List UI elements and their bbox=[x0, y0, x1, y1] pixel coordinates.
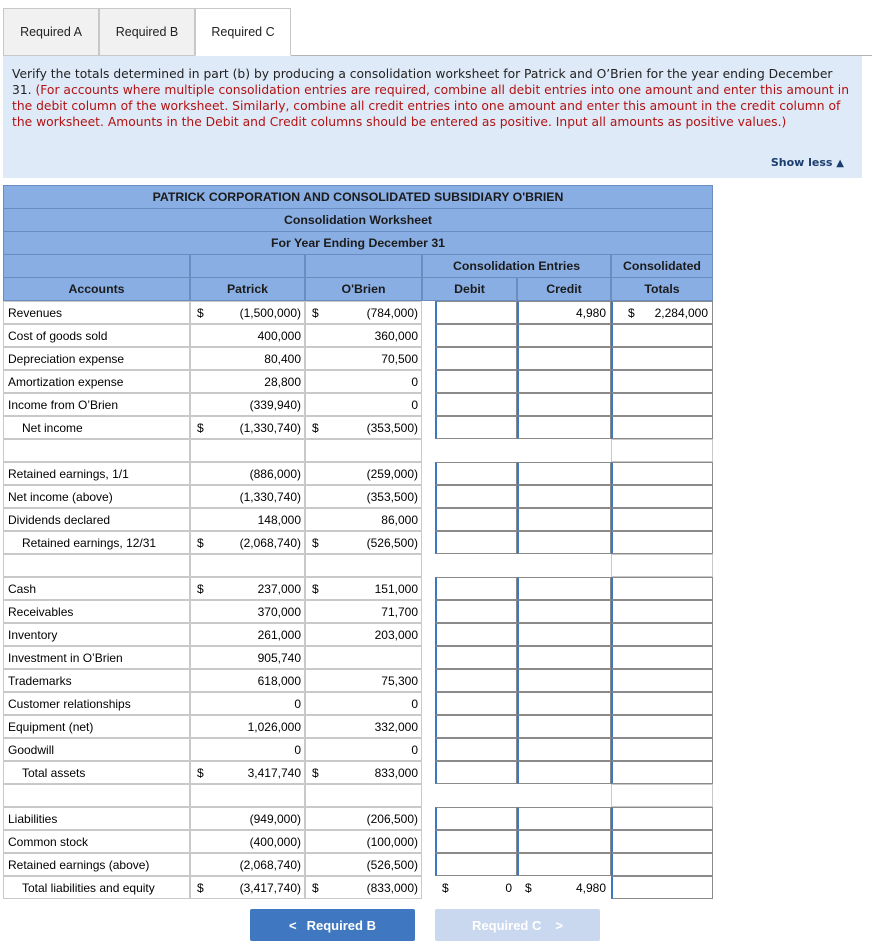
header-consolidation-entries: Consolidation Entries bbox=[422, 254, 611, 278]
header-credit: Credit bbox=[517, 277, 611, 301]
obrien-amount-value: 0 bbox=[411, 397, 418, 412]
prev-button-label: Required B bbox=[306, 917, 376, 933]
obrien-amount bbox=[305, 324, 422, 347]
credit-input[interactable] bbox=[517, 416, 611, 439]
spacer-row bbox=[3, 554, 713, 577]
account-label-value: Liabilities bbox=[8, 811, 58, 826]
consolidated-total-input[interactable] bbox=[611, 370, 713, 393]
patrick-amount bbox=[190, 416, 305, 439]
patrick-amount-value: 618,000 bbox=[257, 673, 301, 688]
credit-input[interactable] bbox=[517, 324, 611, 347]
patrick-amount bbox=[190, 393, 305, 416]
credit-input[interactable] bbox=[517, 600, 611, 623]
instructions-main: Verify the totals determined in part (b) by producing a consolidation worksheet for Patrick and O’Brien for the year ending December 31. bbox=[12, 67, 833, 97]
patrick-amount bbox=[190, 761, 305, 784]
spacer-cell bbox=[611, 784, 713, 807]
header-consolidated: Consolidated bbox=[611, 254, 713, 278]
spacer-row bbox=[3, 439, 713, 462]
account-label bbox=[3, 669, 190, 692]
chevron-right-icon: > bbox=[555, 917, 563, 933]
debit-input[interactable] bbox=[435, 853, 517, 876]
credit-input-value: 4,980 bbox=[575, 305, 606, 320]
obrien-amount-value: (526,500) bbox=[366, 857, 418, 872]
consolidated-total-input[interactable] bbox=[611, 738, 713, 761]
consolidated-total-input[interactable] bbox=[611, 393, 713, 416]
obrien-amount bbox=[305, 830, 422, 853]
obrien-amount bbox=[305, 876, 422, 899]
obrien-amount-value: 86,000 bbox=[381, 512, 418, 527]
patrick-amount-value: (949,000) bbox=[249, 811, 301, 826]
account-label bbox=[3, 761, 190, 784]
header-blank-patrick bbox=[190, 254, 305, 278]
debit-input[interactable] bbox=[435, 577, 517, 600]
consolidated-total-input[interactable] bbox=[611, 347, 713, 370]
table-row bbox=[3, 876, 713, 899]
credit-input[interactable] bbox=[517, 715, 611, 738]
debit-input[interactable] bbox=[435, 301, 517, 324]
patrick-amount bbox=[190, 738, 305, 761]
spacer-cell bbox=[190, 784, 305, 807]
table-row bbox=[3, 370, 713, 393]
spacer-cell bbox=[305, 554, 422, 577]
patrick-amount-value: (3,417,740) bbox=[239, 880, 301, 895]
spacer-cell bbox=[3, 554, 190, 577]
account-label-value: Total liabilities and equity bbox=[22, 880, 155, 895]
debit-input[interactable] bbox=[435, 738, 517, 761]
account-label-value: Inventory bbox=[8, 627, 58, 642]
table-row bbox=[3, 600, 713, 623]
consolidated-total-input[interactable] bbox=[611, 669, 713, 692]
dollar-sign: $ bbox=[525, 880, 532, 895]
account-label bbox=[3, 623, 190, 646]
obrien-amount-value: 0 bbox=[411, 374, 418, 389]
account-label bbox=[3, 347, 190, 370]
account-label bbox=[3, 692, 190, 715]
patrick-amount bbox=[190, 646, 305, 669]
patrick-amount-value: 0 bbox=[294, 696, 301, 711]
header-totals: Totals bbox=[611, 277, 713, 301]
patrick-amount-value: 80,400 bbox=[264, 351, 301, 366]
account-label-value: Receivables bbox=[8, 604, 74, 619]
obrien-amount-value: 0 bbox=[411, 696, 418, 711]
patrick-amount bbox=[190, 853, 305, 876]
obrien-amount bbox=[305, 370, 422, 393]
instructions-panel bbox=[3, 56, 862, 178]
table-row bbox=[3, 807, 713, 830]
dollar-sign: $ bbox=[312, 880, 319, 895]
patrick-amount-value: 261,000 bbox=[257, 627, 301, 642]
patrick-amount-value: 1,026,000 bbox=[247, 719, 301, 734]
debit-input[interactable] bbox=[435, 623, 517, 646]
account-label bbox=[3, 485, 190, 508]
spacer-cell bbox=[190, 554, 305, 577]
header-blank-obrien bbox=[305, 254, 422, 278]
credit-input[interactable] bbox=[517, 301, 611, 324]
obrien-amount bbox=[305, 600, 422, 623]
debit-input[interactable] bbox=[435, 370, 517, 393]
account-label bbox=[3, 738, 190, 761]
obrien-amount bbox=[305, 692, 422, 715]
table-row bbox=[3, 347, 713, 370]
patrick-amount-value: (1,330,740) bbox=[239, 420, 301, 435]
consolidated-total-input[interactable] bbox=[611, 876, 713, 899]
credit-input[interactable] bbox=[517, 876, 611, 899]
obrien-amount bbox=[305, 301, 422, 324]
patrick-amount bbox=[190, 485, 305, 508]
consolidated-total-input[interactable] bbox=[611, 830, 713, 853]
table-row bbox=[3, 416, 713, 439]
patrick-amount bbox=[190, 600, 305, 623]
consolidated-total-input[interactable] bbox=[611, 485, 713, 508]
patrick-amount bbox=[190, 462, 305, 485]
consolidated-total-input[interactable] bbox=[611, 416, 713, 439]
patrick-amount bbox=[190, 577, 305, 600]
dollar-sign: $ bbox=[312, 535, 319, 550]
dollar-sign: $ bbox=[442, 880, 449, 895]
patrick-amount-value: (339,940) bbox=[249, 397, 301, 412]
patrick-amount bbox=[190, 531, 305, 554]
header-obrien: O'Brien bbox=[305, 277, 422, 301]
credit-input-value: 4,980 bbox=[575, 880, 606, 895]
obrien-amount-value: 151,000 bbox=[374, 581, 418, 596]
dollar-sign: $ bbox=[197, 420, 204, 435]
debit-input[interactable] bbox=[435, 531, 517, 554]
consolidated-total-input[interactable] bbox=[611, 577, 713, 600]
credit-input[interactable] bbox=[517, 462, 611, 485]
account-label-value: Investment in O’Brien bbox=[8, 650, 123, 665]
account-label bbox=[3, 807, 190, 830]
consolidated-total-input[interactable] bbox=[611, 646, 713, 669]
patrick-amount-value: 400,000 bbox=[257, 328, 301, 343]
obrien-amount bbox=[305, 393, 422, 416]
table-row bbox=[3, 577, 713, 600]
spacer-cell bbox=[3, 784, 190, 807]
chevron-left-icon: < bbox=[289, 917, 297, 933]
table-row bbox=[3, 301, 713, 324]
account-label bbox=[3, 876, 190, 899]
patrick-amount-value: (1,330,740) bbox=[239, 489, 301, 504]
account-label-value: Retained earnings (above) bbox=[8, 857, 150, 872]
patrick-amount bbox=[190, 807, 305, 830]
table-row bbox=[3, 738, 713, 761]
obrien-amount-value: 71,700 bbox=[381, 604, 418, 619]
patrick-amount-value: (2,068,740) bbox=[239, 857, 301, 872]
dollar-sign: $ bbox=[197, 535, 204, 550]
patrick-amount bbox=[190, 876, 305, 899]
obrien-amount bbox=[305, 646, 422, 669]
obrien-amount bbox=[305, 669, 422, 692]
account-label bbox=[3, 646, 190, 669]
consolidated-total-input[interactable] bbox=[611, 301, 713, 324]
debit-input[interactable] bbox=[435, 876, 517, 899]
show-less-link[interactable] bbox=[771, 156, 844, 169]
table-row bbox=[3, 623, 713, 646]
account-label-value: Goodwill bbox=[8, 742, 55, 757]
spacer-cell bbox=[3, 439, 190, 462]
patrick-amount bbox=[190, 623, 305, 646]
account-label bbox=[3, 324, 190, 347]
debit-input[interactable] bbox=[435, 462, 517, 485]
caret-up-icon: ▲ bbox=[836, 158, 844, 169]
account-label-value: Revenues bbox=[8, 305, 63, 320]
debit-input[interactable] bbox=[435, 669, 517, 692]
account-label-value: Cash bbox=[8, 581, 37, 596]
patrick-amount-value: 3,417,740 bbox=[247, 765, 301, 780]
instructions-note: (For accounts where multiple consolidation entries are required, combine all debit entries into one amount and enter this amount in the debit column of the worksheet. Similarly, combine all credit entries into one amount and enter this amount in the credit column of the worksheet. Amounts in the Debit and Credit columns should be entered as positive. Input all amounts as positive values.) bbox=[12, 83, 849, 129]
header-debit: Debit bbox=[422, 277, 517, 301]
obrien-amount-value: (526,500) bbox=[366, 535, 418, 550]
header-accounts: Accounts bbox=[3, 277, 190, 301]
account-label-value: Equipment (net) bbox=[8, 719, 94, 734]
account-label-value: Dividends declared bbox=[8, 512, 111, 527]
debit-input[interactable] bbox=[435, 692, 517, 715]
credit-input[interactable] bbox=[517, 807, 611, 830]
account-label-value: Net income bbox=[22, 420, 83, 435]
debit-input[interactable] bbox=[435, 830, 517, 853]
obrien-amount-value: (100,000) bbox=[366, 834, 418, 849]
table-row bbox=[3, 324, 713, 347]
credit-input[interactable] bbox=[517, 370, 611, 393]
credit-input[interactable] bbox=[517, 853, 611, 876]
obrien-amount-value: 75,300 bbox=[381, 673, 418, 688]
spacer-cell bbox=[190, 439, 305, 462]
show-less-label: Show less bbox=[770, 156, 833, 169]
consolidated-total-input[interactable] bbox=[611, 600, 713, 623]
table-row bbox=[3, 853, 713, 876]
table-row bbox=[3, 508, 713, 531]
patrick-amount bbox=[190, 370, 305, 393]
debit-input[interactable] bbox=[435, 761, 517, 784]
account-label-value: Retained earnings, 12/31 bbox=[22, 535, 157, 550]
dollar-sign: $ bbox=[197, 305, 204, 320]
patrick-amount bbox=[190, 324, 305, 347]
patrick-amount-value: (400,000) bbox=[249, 834, 301, 849]
obrien-amount-value: 203,000 bbox=[374, 627, 418, 642]
consolidated-total-input[interactable] bbox=[611, 715, 713, 738]
account-label bbox=[3, 393, 190, 416]
spacer-cell bbox=[611, 554, 713, 577]
debit-input[interactable] bbox=[435, 416, 517, 439]
obrien-amount bbox=[305, 508, 422, 531]
prev-required-b-button[interactable] bbox=[250, 909, 415, 941]
obrien-amount-value: 360,000 bbox=[374, 328, 418, 343]
debit-input[interactable] bbox=[435, 807, 517, 830]
patrick-amount-value: (886,000) bbox=[249, 466, 301, 481]
consolidated-total-input[interactable] bbox=[611, 462, 713, 485]
table-row bbox=[3, 761, 713, 784]
patrick-amount bbox=[190, 669, 305, 692]
obrien-amount bbox=[305, 738, 422, 761]
dollar-sign: $ bbox=[312, 305, 319, 320]
tab-required-b[interactable]: Required B bbox=[99, 8, 195, 56]
worksheet-period: For Year Ending December 31 bbox=[3, 231, 713, 255]
dollar-sign: $ bbox=[628, 305, 635, 320]
credit-input[interactable] bbox=[517, 738, 611, 761]
credit-input[interactable] bbox=[517, 485, 611, 508]
account-label-value: Common stock bbox=[8, 834, 89, 849]
header-patrick: Patrick bbox=[190, 277, 305, 301]
dollar-sign: $ bbox=[312, 420, 319, 435]
account-label bbox=[3, 577, 190, 600]
account-label-value: Total assets bbox=[22, 765, 86, 780]
account-label-value: Customer relationships bbox=[8, 696, 131, 711]
patrick-amount bbox=[190, 830, 305, 853]
tab-required-a[interactable]: Required A bbox=[3, 8, 99, 56]
patrick-amount-value: (2,068,740) bbox=[239, 535, 301, 550]
account-label bbox=[3, 370, 190, 393]
account-label-value: Depreciation expense bbox=[8, 351, 125, 366]
patrick-amount-value: (1,500,000) bbox=[239, 305, 301, 320]
account-label bbox=[3, 853, 190, 876]
table-row bbox=[3, 830, 713, 853]
obrien-amount-value: (259,000) bbox=[366, 466, 418, 481]
next-button-label: Required C bbox=[472, 917, 542, 933]
credit-input[interactable] bbox=[517, 761, 611, 784]
table-row bbox=[3, 462, 713, 485]
consolidated-total-input-value: 2,284,000 bbox=[654, 305, 708, 320]
patrick-amount bbox=[190, 692, 305, 715]
obrien-amount bbox=[305, 623, 422, 646]
account-label bbox=[3, 416, 190, 439]
table-row bbox=[3, 669, 713, 692]
consolidated-total-input[interactable] bbox=[611, 761, 713, 784]
account-label bbox=[3, 531, 190, 554]
account-label bbox=[3, 301, 190, 324]
obrien-amount-value: (784,000) bbox=[366, 305, 418, 320]
obrien-amount bbox=[305, 853, 422, 876]
account-label-value: Amortization expense bbox=[8, 374, 124, 389]
spacer-cell bbox=[305, 439, 422, 462]
spacer-cell bbox=[611, 439, 713, 462]
debit-input[interactable] bbox=[435, 508, 517, 531]
account-label-value: Income from O’Brien bbox=[8, 397, 119, 412]
patrick-amount bbox=[190, 301, 305, 324]
consolidated-total-input[interactable] bbox=[611, 853, 713, 876]
credit-input[interactable] bbox=[517, 669, 611, 692]
table-row bbox=[3, 393, 713, 416]
obrien-amount bbox=[305, 807, 422, 830]
obrien-amount bbox=[305, 761, 422, 784]
obrien-amount-value: 70,500 bbox=[381, 351, 418, 366]
dollar-sign: $ bbox=[312, 765, 319, 780]
account-label-value: Cost of goods sold bbox=[8, 328, 108, 343]
spacer-row bbox=[3, 784, 713, 807]
credit-input[interactable] bbox=[517, 692, 611, 715]
patrick-amount-value: 28,800 bbox=[264, 374, 301, 389]
credit-input[interactable] bbox=[517, 531, 611, 554]
patrick-amount bbox=[190, 715, 305, 738]
debit-input[interactable] bbox=[435, 324, 517, 347]
debit-input[interactable] bbox=[435, 715, 517, 738]
obrien-amount-value: (353,500) bbox=[366, 489, 418, 504]
account-label bbox=[3, 600, 190, 623]
header-blank-accounts bbox=[3, 254, 190, 278]
table-row bbox=[3, 692, 713, 715]
credit-input[interactable] bbox=[517, 830, 611, 853]
account-label bbox=[3, 462, 190, 485]
obrien-amount-value: (353,500) bbox=[366, 420, 418, 435]
spacer-cell bbox=[305, 784, 422, 807]
table-row bbox=[3, 715, 713, 738]
obrien-amount bbox=[305, 577, 422, 600]
obrien-amount bbox=[305, 485, 422, 508]
debit-input[interactable] bbox=[435, 393, 517, 416]
dollar-sign: $ bbox=[197, 880, 204, 895]
consolidated-total-input[interactable] bbox=[611, 692, 713, 715]
consolidated-total-input[interactable] bbox=[611, 623, 713, 646]
debit-input-value: 0 bbox=[505, 880, 512, 895]
worksheet-title: PATRICK CORPORATION AND CONSOLIDATED SUBSIDIARY O'BRIEN bbox=[3, 185, 713, 209]
credit-input[interactable] bbox=[517, 347, 611, 370]
consolidated-total-input[interactable] bbox=[611, 807, 713, 830]
account-label bbox=[3, 715, 190, 738]
patrick-amount-value: 370,000 bbox=[257, 604, 301, 619]
table-row bbox=[3, 646, 713, 669]
patrick-amount-value: 0 bbox=[294, 742, 301, 757]
patrick-amount-value: 237,000 bbox=[257, 581, 301, 596]
patrick-amount bbox=[190, 508, 305, 531]
patrick-amount-value: 148,000 bbox=[257, 512, 301, 527]
next-required-c-button[interactable] bbox=[435, 909, 600, 941]
patrick-amount bbox=[190, 347, 305, 370]
obrien-amount-value: (206,500) bbox=[366, 811, 418, 826]
consolidation-worksheet bbox=[3, 185, 713, 898]
obrien-amount-value: 833,000 bbox=[374, 765, 418, 780]
obrien-amount-value: (833,000) bbox=[366, 880, 418, 895]
account-label-value: Retained earnings, 1/1 bbox=[8, 466, 129, 481]
debit-input[interactable] bbox=[435, 646, 517, 669]
credit-input[interactable] bbox=[517, 508, 611, 531]
dollar-sign: $ bbox=[197, 765, 204, 780]
consolidated-total-input[interactable] bbox=[611, 324, 713, 347]
account-label-value: Trademarks bbox=[8, 673, 72, 688]
credit-input[interactable] bbox=[517, 393, 611, 416]
obrien-amount bbox=[305, 416, 422, 439]
account-label bbox=[3, 508, 190, 531]
obrien-amount bbox=[305, 462, 422, 485]
account-label-value: Net income (above) bbox=[8, 489, 113, 504]
obrien-amount-value: 0 bbox=[411, 742, 418, 757]
account-label bbox=[3, 830, 190, 853]
dollar-sign: $ bbox=[312, 581, 319, 596]
consolidated-total-input[interactable] bbox=[611, 508, 713, 531]
obrien-amount bbox=[305, 347, 422, 370]
tab-required-c[interactable]: Required C bbox=[195, 8, 291, 56]
consolidated-total-input[interactable] bbox=[611, 531, 713, 554]
table-row bbox=[3, 485, 713, 508]
credit-input[interactable] bbox=[517, 646, 611, 669]
debit-input[interactable] bbox=[435, 485, 517, 508]
credit-input[interactable] bbox=[517, 623, 611, 646]
debit-input[interactable] bbox=[435, 600, 517, 623]
obrien-amount bbox=[305, 531, 422, 554]
table-row bbox=[3, 531, 713, 554]
obrien-amount bbox=[305, 715, 422, 738]
debit-input[interactable] bbox=[435, 347, 517, 370]
patrick-amount-value: 905,740 bbox=[257, 650, 301, 665]
obrien-amount-value: 332,000 bbox=[374, 719, 418, 734]
worksheet-subtitle: Consolidation Worksheet bbox=[3, 208, 713, 232]
tab-bar bbox=[3, 8, 872, 56]
dollar-sign: $ bbox=[197, 581, 204, 596]
credit-input[interactable] bbox=[517, 577, 611, 600]
